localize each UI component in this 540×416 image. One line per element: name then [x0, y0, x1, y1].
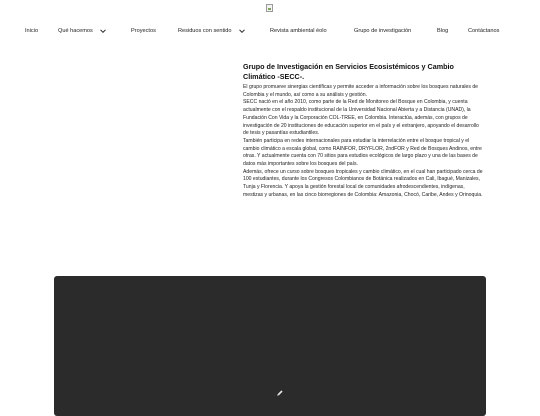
nav-item-label: Residuos con sentido: [178, 28, 232, 34]
paragraph: Además, ofrece un curso sobre bosques tropicales y cambio climático, en el cual han participado cerca de 100 estudiantes, durante los Congresos Colombianos de Botánica realizados en Cali, Ibagué, Manizales, Tunja y Florencia. Y apoya la gestión forestal local de comunidades afrodescendientes, indígenas, mestizas y urbanas, en las cinco biorregiones de Colombia: Amazonia, Chocó, Caribe, Andes y Orinoquia.: [243, 168, 483, 198]
nav-item-label: Qué hacemos: [58, 28, 93, 34]
nav-item-residuos[interactable]: [178, 26, 246, 36]
nav-item-revista[interactable]: [270, 26, 327, 36]
nav-item-grupo-investigacion[interactable]: [354, 26, 411, 36]
video-embed[interactable]: [54, 276, 486, 416]
research-group-section: [243, 62, 485, 200]
paragraph: SECC nació en el año 2010, como parte de la Red de Monitoreo del Bosque en Colombia, y cuenta actualmente con el respaldo institucional de la Universidad Nacional Abierta y a Distancia (UNAD), la Fundación Con Vida y la Corporación COL-TREE, en Colombia. Interactúa, además, con grupos de investigación de 20 instituciones de educación superior en el país y el extranjero, apoyando el desarrollo de tesis y pasantías estudiantiles.: [243, 99, 479, 137]
page-title: Grupo de Investigación en Servicios Ecosistémicos y Cambio Climático -SECC-.: [243, 62, 454, 81]
nav-item-inicio[interactable]: [25, 26, 38, 36]
nav-item-que-hacemos[interactable]: [58, 26, 107, 36]
nav-item-label: Revista ambiental éolo: [270, 28, 327, 34]
paragraph: El grupo promueve sinergias científicas y permite acceder a información sobre los bosques naturales de Colombia y el mundo, así como a su análisis y gestión.: [243, 84, 479, 98]
nav-item-contactanos[interactable]: [468, 26, 499, 36]
nav-item-label: Grupo de investigación: [354, 28, 412, 34]
nav-item-proyectos[interactable]: [131, 26, 156, 36]
main-nav: [0, 26, 540, 36]
pencil-icon[interactable]: [276, 384, 284, 392]
chevron-down-icon: [238, 27, 246, 35]
chevron-down-icon: [99, 27, 107, 35]
broken-image-icon[interactable]: [266, 4, 273, 12]
paragraph: También participa en redes internacionales para estudiar la interrelación entre el bosque tropical y el cambio climático a escala global, como RAINFOR, DRYFLOR, 2ndFOR y Red de Bosques Andinos, entre otras. Y actualmente cuenta con 70 sitios para estudios ecológicos de largo plazo y una de las bases de datos más importantes sobre los bosques del país.: [243, 137, 482, 168]
nav-item-label: Contáctanos: [468, 28, 500, 34]
nav-item-blog[interactable]: [437, 26, 448, 36]
nav-item-label: Inicio: [25, 28, 39, 34]
nav-item-label: Proyectos: [131, 28, 156, 34]
nav-item-label: Blog: [437, 28, 449, 34]
